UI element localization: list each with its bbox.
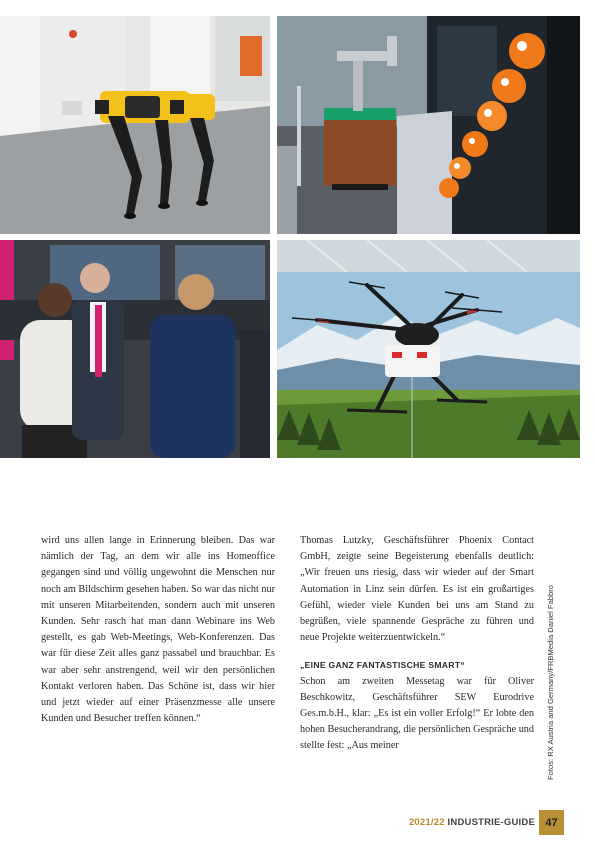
article-column-left <box>41 533 275 727</box>
footer-year: 2021/22 <box>408 817 445 828</box>
photo-cobot <box>277 16 580 234</box>
photo-meeting <box>0 240 270 458</box>
article-paragraph: Schon am zweiten Messetag war für Oliver Beschkowitz, Geschäftsführer SEW Eurodrive Ges.m.b.H., klar: „Es ist ein voller Erfolg!“ Er lobte den hohen Besucherandrang, die persönlichen Gespräche und stellte fest: „Aus meiner <box>300 675 534 752</box>
page-footer <box>409 817 535 828</box>
article-paragraph: Thomas Lutzky, Geschäftsführer Phoenix Contact GmbH, zeigte seine Begeisterung ebenfalls deutlich: „Wir freuen uns riesig, dass wir wieder auf der Smart Automation in Linz sein dürfen. Es ist ein großartiges Gefühl, wieder viele Kunden bei uns am Stand zu begrüßen, viele spannende Gespräche zu führen und neue Projekte weiterzuentwickeln.“ <box>300 535 534 644</box>
article-column-right <box>300 533 534 755</box>
photo-credit: Fotos: RX Austria and Germany/FRBMedia Daniel Fabbro <box>546 585 555 780</box>
footer-publication: INDUSTRIE-GUIDE <box>447 817 535 828</box>
article-paragraph: wird uns allen lange in Erinnerung bleiben. Das war nämlich der Tag, an dem wir alle ins Homeoffice gegangen sind und völlig ungewohnt die Menschen nur noch am Bildschirm gesehen haben. So war das nicht nur mit unseren Mitarbeitenden, sondern auch mit unseren Kunden. Sehr rasch hat man dann Webinare ins Web gestellt, es gab Web-Meetings, Web-Konferenzen. Das war für diese Zeit alles ganz passabel und brauchbar. Es war aber sehr anstrengend, weil wir den persönlichen Kontakt verloren haben. Das Schöne ist, dass wir hier und jetzt wieder auf einer Präsenzmesse alle unsere Kunden und Besucher treffen können.“ <box>41 535 275 725</box>
photo-robot-dog <box>0 16 270 234</box>
photo-drone <box>277 240 580 458</box>
article-subheading: „EINE GANZ FANTASTISCHE SMART“ <box>300 660 465 671</box>
page-number: 47 <box>539 810 564 835</box>
